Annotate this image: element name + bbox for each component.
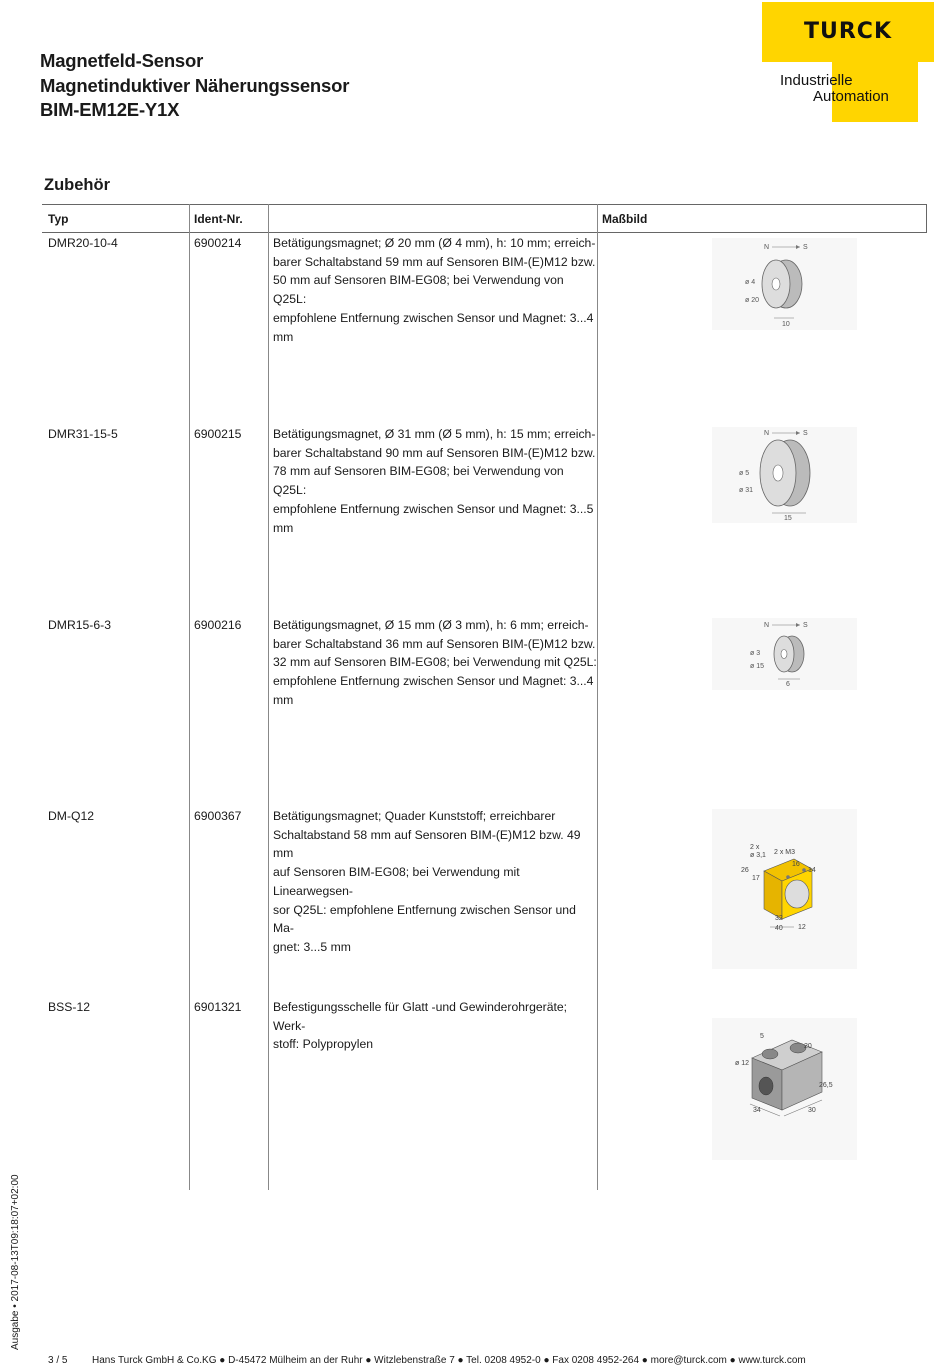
label-h: 15 [784,515,792,522]
cell-ident: 6900367 [194,809,242,823]
cell-description [273,616,598,710]
desc-line: empfohlene Entfernung zwischen Sensor und Magnet: 3...5 [273,501,594,516]
desc-line: Betätigungsmagnet; Quader Kunststoff; erreichbarer [273,809,556,823]
cell-typ: BSS-12 [48,1000,91,1014]
title-line-2: Magnetinduktiver Näherungssensor [40,74,350,96]
table-row [0,616,950,807]
desc-line: 78 mm auf Sensoren BIM-EG08; bei Verwendung von Q25L: [273,464,564,498]
title-line-3: BIM-EM12E-Y1X [40,99,180,120]
label-d-outer: ø 20 [745,297,760,304]
desc-line: Betätigungsmagnet, Ø 15 mm (Ø 3 mm), h: 6 mm; erreich- [273,618,589,632]
table-row [0,425,950,616]
desc-line: barer Schaltabstand 90 mm auf Sensoren BIM-(E)M12 bzw. [273,445,596,460]
cell-description [273,807,598,957]
label-d-outer: ø 15 [750,663,765,670]
label-d-inner: ø 5 [739,470,750,477]
label-n: N [764,430,770,437]
label-d-outer: ø 31 [739,487,754,494]
desc-line: empfohlene Entfernung zwischen Sensor und Magnet: 3...4 [273,674,594,689]
cell-typ: DMR20-10-4 [48,236,118,250]
desc-line: barer Schaltabstand 59 mm auf Sensoren BIM-(E)M12 bzw. [273,254,596,269]
table-header [42,204,927,233]
logo-tagline-2: Automation [813,88,889,105]
label-hole: 2 x ø 3,1 [750,844,766,859]
logo-tagline-1: Industrielle [780,72,853,89]
label-20: 20 [804,1043,812,1050]
label-5: 5 [760,1033,764,1040]
cell-description [273,425,598,537]
desc-line: mm [273,692,294,707]
footer-company: Hans Turck GmbH & Co.KG ● D-45472 Mülheim an der Ruhr ● Witzlebenstraße 7 ● Tel. 0208 4952-0 ● Fax 0208 4952-264 ● more@turck.com ● www.turck.com [92,1355,806,1366]
label-h: 10 [782,321,790,328]
label-d12: ø 12 [735,1060,750,1067]
desc-line: Schaltabstand 58 mm auf Sensoren BIM-(E)M12 bzw. 49 mm [273,827,581,861]
desc-line: barer Schaltabstand 36 mm auf Sensoren BIM-(E)M12 bzw. [273,636,596,651]
cell-ident: 6901321 [194,1000,242,1014]
label-n: N [764,622,770,629]
page-number: 3 / 5 [48,1355,68,1366]
header-typ: Typ [48,212,69,226]
desc-line: mm [273,520,294,535]
label-30: 30 [808,1107,816,1114]
label-14: 14 [808,867,816,874]
label-16: 16 [792,861,800,868]
turck-logo [762,2,934,62]
label-s: S [803,622,808,629]
cell-ident: 6900215 [194,427,242,441]
cell-ident: 6900216 [194,618,242,632]
desc-line: stoff: Polypropylen [273,1037,374,1052]
label-h: 6 [786,681,790,688]
desc-line: mm [273,329,294,344]
cell-description [273,234,598,346]
table-row [0,807,950,998]
page-footer [48,1355,806,1366]
ring-magnet-drawing [712,427,857,523]
logo-wordmark: TURCK [803,19,892,44]
label-s: S [803,244,808,251]
header-ident: Ident-Nr. [194,212,243,226]
cell-ident: 6900214 [194,236,242,250]
desc-line: sor Q25L: empfohlene Entfernung zwischen Sensor und Ma- [273,902,576,936]
label-d-inner: ø 3 [750,650,761,657]
label-s: S [803,430,808,437]
cell-typ: DM-Q12 [48,809,95,823]
label-17: 17 [752,875,760,882]
table-row [0,998,950,1189]
desc-line: Betätigungsmagnet; Ø 20 mm (Ø 4 mm), h: 10 mm; erreich- [273,236,596,250]
mounting-clamp-drawing [712,1018,857,1160]
cuboid-magnet-drawing [712,809,857,969]
ring-magnet-drawing [712,618,857,690]
desc-line: Betätigungsmagnet, Ø 31 mm (Ø 5 mm), h: 15 mm; erreich- [273,427,596,441]
desc-line: gnet: 3...5 mm [273,939,351,954]
ring-magnet-drawing [712,238,857,330]
label-40: 40 [775,925,783,932]
label-n: N [764,244,770,251]
cell-typ: DMR15-6-3 [48,618,111,632]
document-title [40,49,349,123]
section-heading: Zubehör [44,176,110,194]
label-12: 12 [798,924,806,931]
label-34: 34 [753,1107,761,1114]
cell-typ: DMR31-15-5 [48,427,118,441]
header-massbild: Maßbild [602,212,648,226]
label-26-5: 26,5 [819,1082,833,1089]
label-26: 26 [741,867,749,874]
label-32: 32 [775,915,783,922]
edition-stamp: Ausgabe • 2017-08-13T09:18:07+02:00 [10,1174,21,1350]
desc-line: Befestigungsschelle für Glatt -und Gewinderohrgeräte; Werk- [273,1000,568,1033]
cell-description [273,998,598,1054]
title-line-1: Magnetfeld-Sensor [40,50,204,71]
label-d-inner: ø 4 [745,279,756,286]
desc-line: empfohlene Entfernung zwischen Sensor und Magnet: 3...4 [273,310,594,325]
desc-line: 32 mm auf Sensoren BIM-EG08; bei Verwendung mit Q25L: [273,655,597,670]
label-m3: 2 x M3 [774,849,796,856]
desc-line: 50 mm auf Sensoren BIM-EG08; bei Verwendung von Q25L: [273,273,564,307]
desc-line: auf Sensoren BIM-EG08; bei Verwendung mit Linearwegsen- [273,865,520,898]
table-row [0,234,950,425]
